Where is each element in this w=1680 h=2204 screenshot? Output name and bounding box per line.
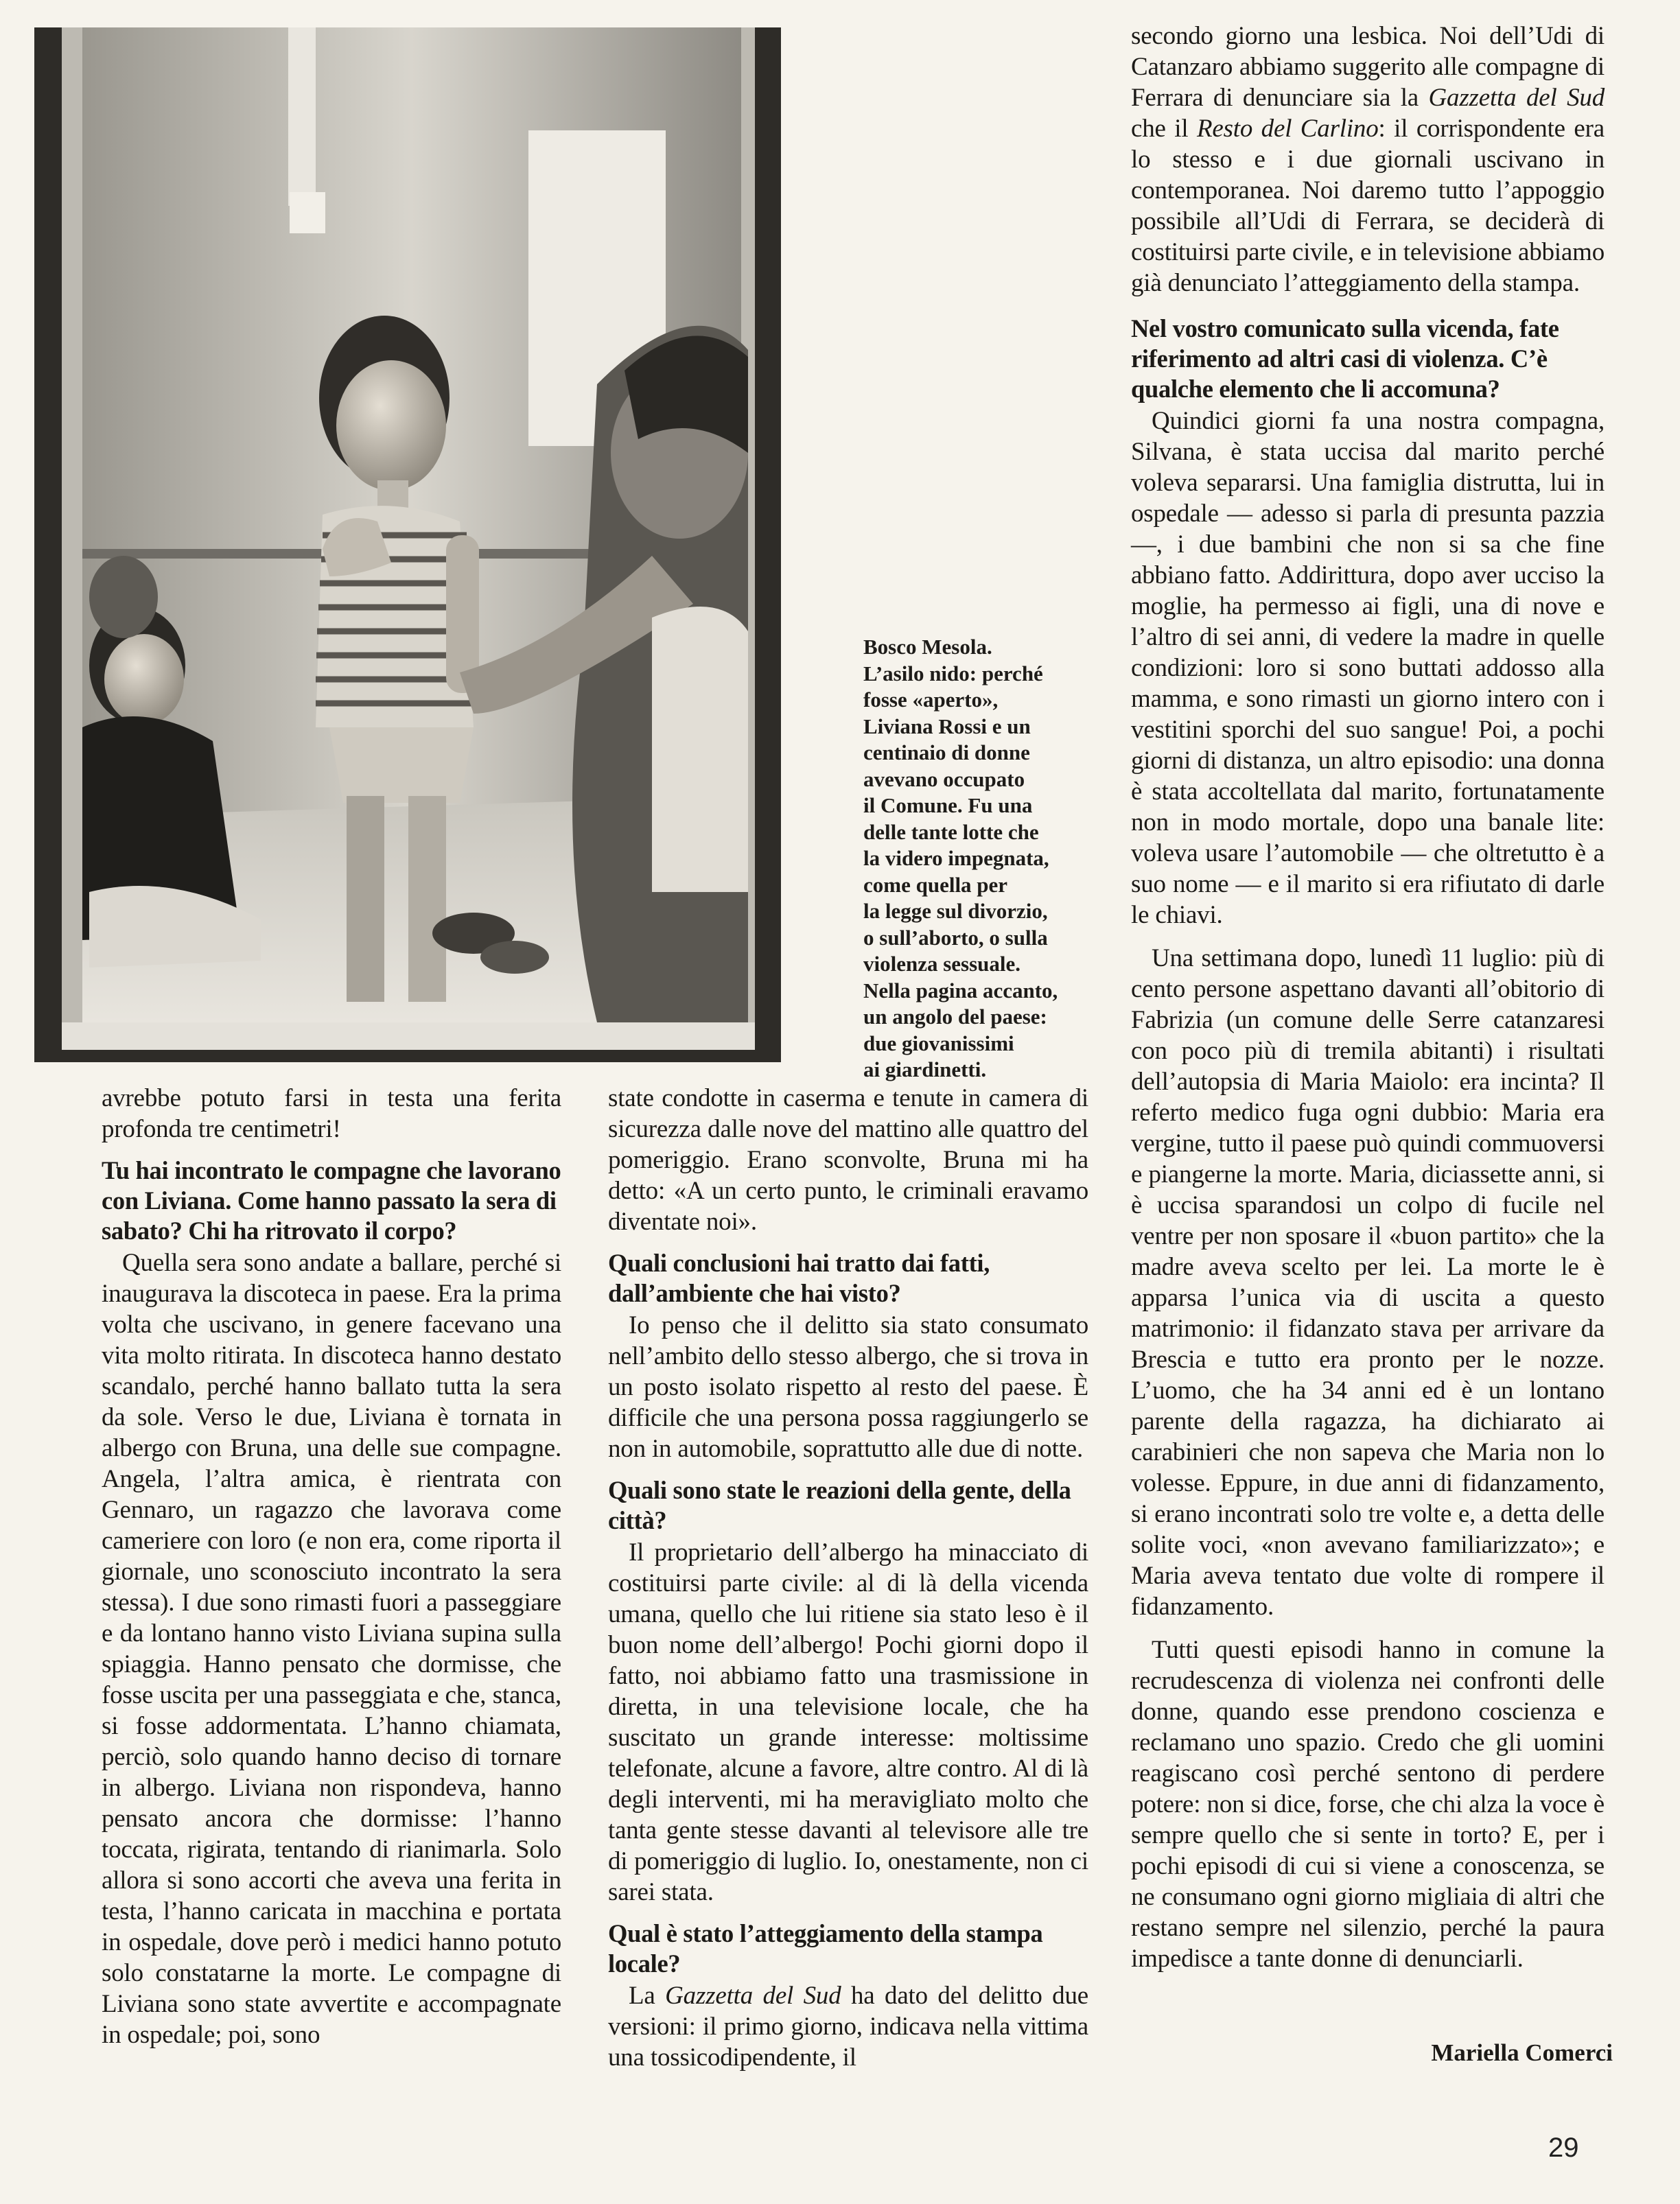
paragraph <box>608 1980 1088 2073</box>
caption-line: la legge sul divorzio, <box>863 899 1048 923</box>
newspaper-title: Gazzetta del Sud <box>665 1982 841 2010</box>
article-column-left <box>102 1083 561 2050</box>
paragraph: Una settimana dopo, lunedì 11 luglio: più di cento persone aspettano davanti all’obitorio di Fabrizia (un comune delle Serre catanzaresi con poco più di tremila abitanti) i risultati dell’autopsia di Maria Maiolo: era incinta? Il referto medico fuga ogni dubbio: Maria era vergine, tutto il paese può quindi commuoversi e piangerne la morte. Maria, diciassette anni, si è uccisa sparandosi un colpo di fucile nel ventre per non sposare il «buon partito» che la madre aveva scelto per lei. La morte le è apparsa l’unica via di uscita a questo matrimonio: il fidanzato stava per arrivare da Brescia e tutto era pronto per le nozze. L’uomo, che ha 34 anni ed è un lontano parente della ragazza, ha dichiarato ai carabinieri che non sapeva che Maria non lo volesse. Eppure, in due anni di fidanzamento, si erano incontrati solo tre volte e, a detta delle solite voci, «non avevano familiarizzato»; e Maria aveva tentato due volte di rompere il fidanzamento. <box>1131 944 1605 1621</box>
newspaper-title: Resto del Carlino <box>1196 115 1379 143</box>
newspaper-title: Gazzetta del Sud <box>1428 84 1605 112</box>
text-run: La <box>629 1982 666 2010</box>
interview-question: Quali sono state le reazioni della gente, della città? <box>608 1476 1071 1534</box>
paragraph <box>1131 21 1605 298</box>
caption-line: fosse «aperto», <box>863 688 999 712</box>
paragraph: state condotte in caserma e tenute in camera di sicurezza dalle nove del mattino alle quattro del pomeriggio. Erano sconvolte, Bruna mi ha detto: «A un certo punto, le criminali eravamo diventate noi». <box>608 1084 1088 1236</box>
caption-line: L’asilo nido: perché <box>863 661 1043 685</box>
caption-line: delle tante lotte che <box>863 819 1039 844</box>
text-run: secondo giorno una lesbica. Noi dell’Udi di Catanzaro abbiamo suggerito alle compagne di Ferrara di denunciare sia la <box>1131 22 1605 112</box>
paragraph: Quindici giorni fa una nostra compagna, Silvana, è stata uccisa dal marito perché voleva separarsi. Una famiglia distrutta, lui in ospedale — adesso si parla di presunta pazzia —, i due bambini che non si sa che fine abbiano fatto. Addirittura, dopo aver ucciso la moglie, ha permesso ai figli, una di nove e l’altro di sei anni, di vedere la madre in quelle condizioni: loro si sono buttati addosso alla mamma, e sono rimasti un giorno intero con i vestitini sporchi del suo sangue! Poi, a pochi giorni di distanza, un altro episodio: una donna è stata accoltellata dal marito, fortunatamente non in modo mortale, dopo una banale lite: voleva usare l’automobile — che oltretutto è a suo nome — e il marito si era rifiutato di darle le chiavi. <box>1131 407 1605 929</box>
paragraph: Tutti questi episodi hanno in comune la recrudescenza di violenza nei confronti delle donne, quando esse prendono coscienza e reclamano uno spazio. Credo che gli uomini reagiscano così perché sentono di perdere potere: non si dice, forse, che chi alza la voce è sempre quello che si sente in torto? E, per i pochi episodi di cui si viene a conoscenza, se ne consumano ogni giorno migliaia di altri che restano sempre nel silenzio, perché la paura impedisce a tante donne di denunciarli. <box>1131 1636 1605 1973</box>
caption-line: due giovanissimi <box>863 1031 1014 1055</box>
article-column-right <box>1131 21 1605 1974</box>
paragraph: Il proprietario dell’albergo ha minacciato di costituirsi parte civile: al di là della vicenda umana, quello che lui ritiene sia stato leso è il buon nome dell’albergo! Pochi giorni dopo il fatto, noi abbiamo fatto una trasmissione in diretta, in una televisione locale, che ha suscitato un grande interesse: moltissime telefonate, alcune a favore, altre contro. Al di là degli interventi, mi ha meravigliato molto che tanta gente stesse davanti al televisore alle tre di pomeriggio di luglio. Io, onestamente, non ci sarei stata. <box>608 1538 1088 1906</box>
interview-question: Nel vostro comunicato sulla vicenda, fate riferimento ad altri casi di violenza. C’è qualche elemento che li accomuna? <box>1131 314 1559 403</box>
caption-line: il Comune. Fu una <box>863 793 1033 817</box>
text-run: ha dato del delitto due versioni: il primo giorno, indicava nella vittima una tossicodipendente, il <box>608 1982 1088 2072</box>
caption-line: o sull’aborto, o sulla <box>863 925 1048 950</box>
caption-line: la videro impegnata, <box>863 846 1049 870</box>
interview-question: Tu hai incontrato le compagne che lavorano con Liviana. Come hanno passato la sera di sabato? Chi ha ritrovato il corpo? <box>102 1156 561 1245</box>
caption-line: un angolo del paese: <box>863 1005 1047 1029</box>
paragraph: avrebbe potuto farsi in testa una ferita profonda tre centimetri! <box>102 1084 561 1143</box>
interview-question: Quali conclusioni hai tratto dai fatti, dall’ambiente che hai visto? <box>608 1249 990 1307</box>
article-column-middle <box>608 1083 1088 2073</box>
caption-line: come quella per <box>863 872 1008 897</box>
caption-line: Nella pagina accanto, <box>863 978 1058 1003</box>
text-run: che il <box>1131 115 1197 143</box>
photo-caption <box>863 634 1119 1083</box>
caption-line: avevano occupato <box>863 766 1025 791</box>
author-signature: Mariella Comerci <box>1431 2039 1613 2066</box>
paragraph: Io penso che il delitto sia stato consumato nell’ambito dello stesso albergo, che si trova in un posto isolato rispetto al resto del paese. È difficile che una persona possa raggiungerlo se non in automobile, soprattutto alle due di notte. <box>608 1311 1088 1463</box>
caption-line: violenza sessuale. <box>863 952 1021 976</box>
caption-line: Bosco Mesola. <box>863 635 992 659</box>
caption-line: Liviana Rossi e un <box>863 714 1031 738</box>
interview-question: Qual è stato l’atteggiamento della stampa locale? <box>608 1919 1043 1978</box>
caption-line: ai giardinetti. <box>863 1057 987 1081</box>
caption-line: centinaio di donne <box>863 740 1030 764</box>
article-photo <box>34 27 781 1062</box>
text-run: : il corrispondente era lo stesso e i due giornali uscivano in contemporanea. Noi daremo tutto l’appoggio possibile all’Udi di Ferrara, se deciderà di costituirsi parte civile, e in televisione abbiamo già denunciato l’atteggiamento della stampa. <box>1131 115 1605 297</box>
page-number: 29 <box>1548 2133 1579 2163</box>
photograph-mother-child-icon <box>34 27 781 1062</box>
paragraph: Quella sera sono andate a ballare, perché si inaugurava la discoteca in paese. Era la prima volta che uscivano, in genere facevano una vita molto ritirata. In discoteca hanno destato scandalo, perché hanno ballato tutta la sera da sole. Verso le due, Liviana è tornata in albergo con Bruna, una delle sue compagne. Angela, l’altra amica, è rientrata con Gennaro, un ragazzo che lavorava come cameriere con loro (e non era, come riporta il giornale, uno sconosciuto incontrato la sera stessa). I due sono rimasti fuori a passeggiare e da lontano hanno visto Liviana supina sulla spiaggia. Hanno pensato che dormisse, che fosse uscita per una passeggiata e che, stanca, si fosse addormentata. L’hanno chiamata, perciò, solo quando hanno deciso di tornare in albergo. Liviana non rispondeva, hanno pensato ancora che dormisse: l’hanno toccata, rigirata, tentando di rianimarla. Solo allora si sono accorti che aveva una ferita in testa, l’hanno caricata in macchina e portata in ospedale, dove però i medici hanno potuto solo constatarne la morte. Le compagne di Liviana sono state avvertite e accompagnate in ospedale; poi, sono <box>102 1249 561 2049</box>
